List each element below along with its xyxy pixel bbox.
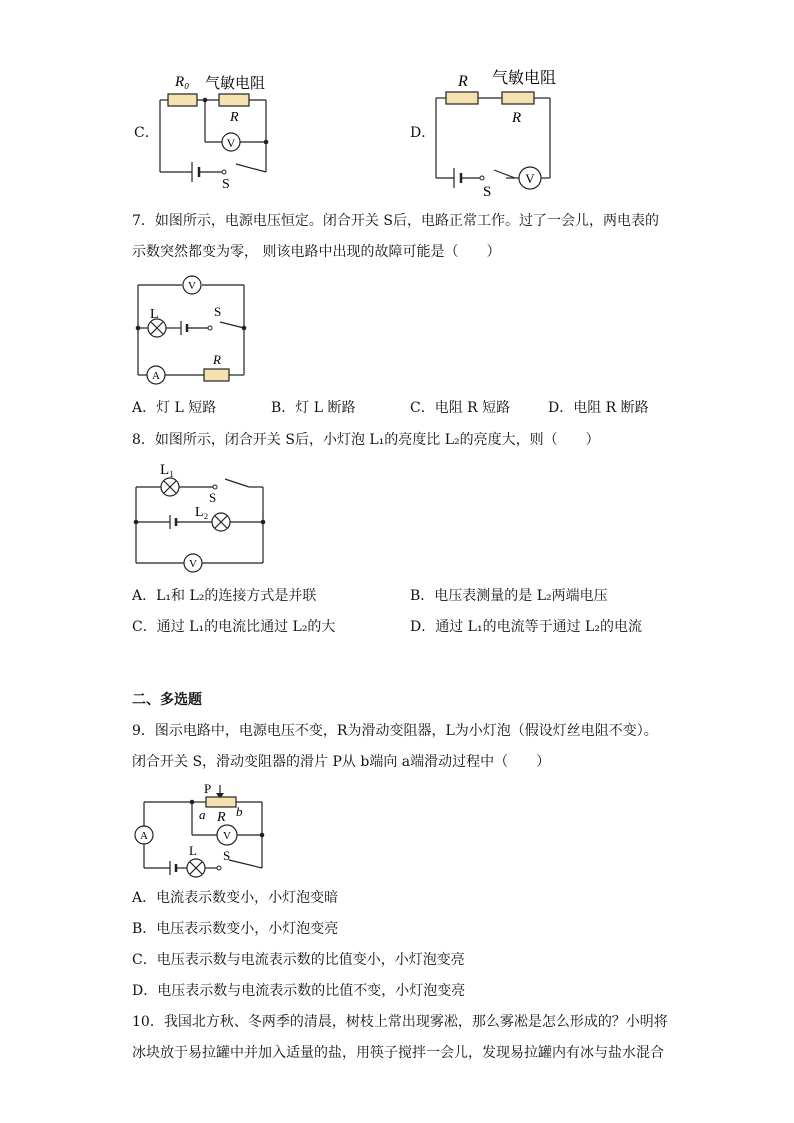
label-gas-sensor: 气敏电阻 xyxy=(205,76,266,92)
q9-option-c: C．电压表示数与电流表示数的比值变小，小灯泡变亮 xyxy=(132,952,465,968)
q10-stem-line2: 冰块放于易拉罐中并加入适量的盐，用筷子搅拌一会儿，发现易拉罐内有冰与盐水混合 xyxy=(132,1045,664,1061)
ammeter-label: A xyxy=(140,830,148,842)
q7-stem-line2: 示数突然都变为零， 则该电路中出现的故障可能是（ ） xyxy=(132,244,501,260)
q7-stem-line1: 7．如图所示，电源电压恒定。闭合开关 S后，电路正常工作。过了一会儿，两电表的 xyxy=(132,213,659,229)
label-r0: R₀ xyxy=(175,74,190,90)
switch-label: S xyxy=(209,490,217,505)
lamp-label: L xyxy=(189,843,197,858)
q8-option-d: D．通过 L₁的电流等于通过 L₂的电流 xyxy=(410,619,642,635)
q10-stem-line1: 10．我国北方秋、冬两季的清晨，树枝上常出现雾凇，那么雾凇是怎么形成的？小明将 xyxy=(132,1014,668,1030)
ammeter-label: A xyxy=(152,370,160,382)
label-r: R xyxy=(458,73,468,90)
label-r-below: R xyxy=(512,110,522,126)
lamp-label: L xyxy=(150,307,159,322)
voltmeter-label: V xyxy=(189,558,197,570)
voltmeter-label: V xyxy=(525,171,535,186)
circuit-q7 xyxy=(136,276,247,384)
q9-stem-line2: 闭合开关 S，滑动变阻器的滑片 P从 b端向 a端滑动过程中（ ） xyxy=(132,754,551,770)
gas-sensor-resistor xyxy=(502,92,534,104)
label-switch: S xyxy=(222,177,230,192)
label-r: R xyxy=(230,110,239,125)
q9-option-a: A．电流表示数变小，小灯泡变暗 xyxy=(132,890,339,906)
resistor-label: R xyxy=(213,352,221,367)
rheostat-label: R xyxy=(217,810,226,825)
switch-contact xyxy=(222,170,226,174)
q9-option-b: B．电压表示数变小，小灯泡变亮 xyxy=(132,921,339,937)
q8-option-b: B．电压表测量的是 L₂两端电压 xyxy=(410,588,608,604)
q8-option-a: A．L₁和 L₂的连接方式是并联 xyxy=(132,588,317,604)
q7-option-a: A．灯 L 短路 xyxy=(132,400,217,416)
circuit-q6-d xyxy=(436,69,556,200)
end-a-label: a xyxy=(199,807,206,822)
label-switch: S xyxy=(483,184,492,200)
resistor-r0 xyxy=(168,94,197,106)
q6-option-c: C． xyxy=(134,125,159,141)
q7-option-d: D．电阻 R 断路 xyxy=(548,400,649,416)
lamp-l1-label: L₁ xyxy=(160,462,175,478)
lamp-l2-label: L₂ xyxy=(195,505,209,520)
voltmeter-label: V xyxy=(226,136,236,150)
circuit-q8 xyxy=(134,462,266,572)
q8-stem: 8．如图所示，闭合开关 S后，小灯泡 L₁的亮度比 L₂的亮度大，则（ ） xyxy=(132,432,600,448)
switch-label: S xyxy=(223,848,231,863)
q7-option-b: B．灯 L 断路 xyxy=(271,400,356,416)
rheostat-r xyxy=(206,797,236,807)
resistor-r xyxy=(446,92,478,104)
q8-option-c: C．通过 L₁的电流比通过 L₂的大 xyxy=(132,619,336,635)
section-title: 二、多选题 xyxy=(132,692,202,708)
end-b-label: b xyxy=(236,804,243,819)
gas-sensor-resistor xyxy=(219,94,249,106)
circuit-q9 xyxy=(135,781,264,877)
voltmeter-label: V xyxy=(223,830,231,842)
label-gas-sensor: 气敏电阻 xyxy=(492,70,557,87)
slider-p-label: P xyxy=(204,781,212,796)
resistor-r xyxy=(204,369,229,381)
q6-option-d: D． xyxy=(410,125,436,141)
circuit-q6-c xyxy=(160,74,268,192)
q9-option-d: D．电压表示数与电流表示数的比值不变，小灯泡变亮 xyxy=(132,983,466,999)
q9-stem-line1: 9．图示电路中，电源电压不变，R为滑动变阻器，L为小灯泡（假设灯丝电阻不变）。 xyxy=(132,723,658,739)
switch-label: S xyxy=(214,304,222,319)
voltmeter-label: V xyxy=(188,280,196,292)
q7-option-c: C．电阻 R 短路 xyxy=(410,400,511,416)
